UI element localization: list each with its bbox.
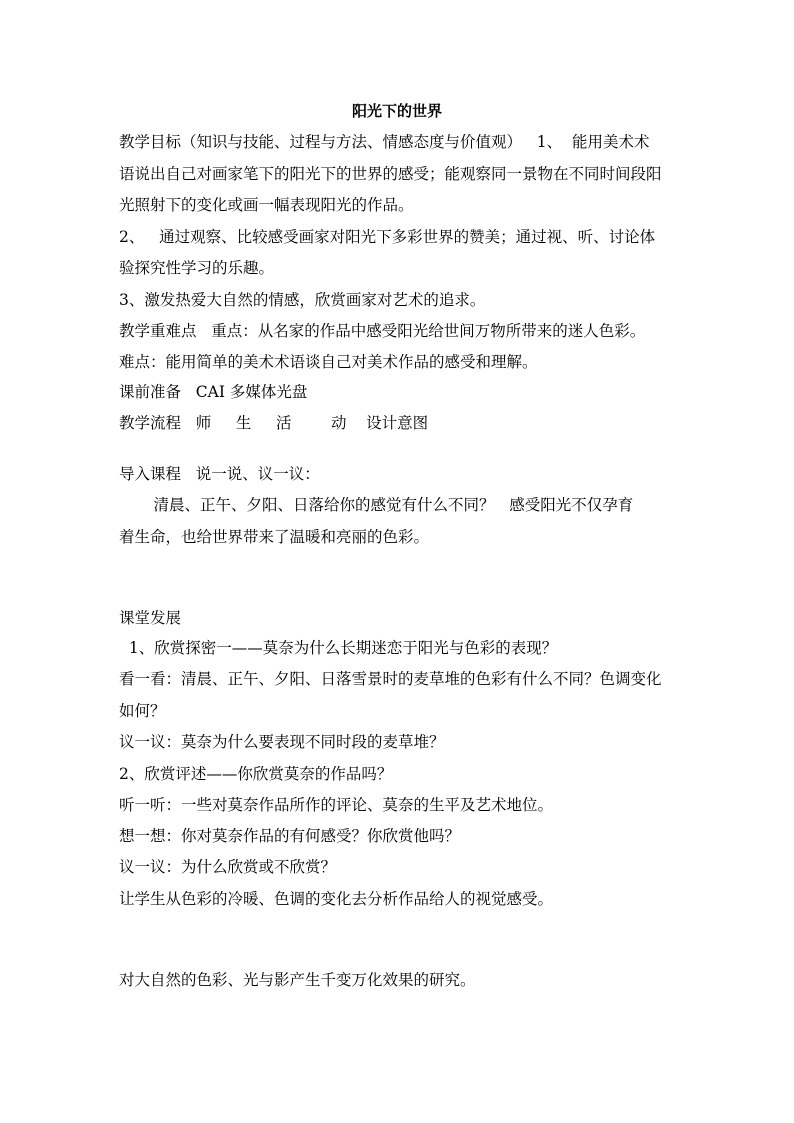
discuss-2: 议一议：为什么欣赏或不欣赏？	[119, 858, 337, 876]
preparation: 课前准备 CAI 多媒体光盘	[119, 383, 308, 401]
look-line-2: 如何？	[119, 702, 166, 720]
research: 对大自然的色彩、光与影产生千变万化效果的研究。	[119, 971, 476, 989]
intro-line-1: 清晨、正午、夕阳、日落给你的感觉有什么不同？ 感受阳光不仅孕育	[119, 496, 634, 514]
listen: 听一听：一些对莫奈作品所作的评论、莫奈的生平及艺术地位。	[119, 796, 554, 814]
look-line-1: 看一看：清晨、正午、夕阳、日落雪景时的麦草堆的色彩有什么不同？色调变化	[119, 670, 662, 688]
objectives-2-line-2: 验探究性学习的乐趣。	[119, 259, 275, 277]
objectives-line-3: 光照射下的变化或画一幅表现阳光的作品。	[119, 196, 414, 214]
objectives-2-line-1: 2、 通过观察、比较感受画家对阳光下多彩世界的赞美；通过视、听、讨论体	[119, 228, 656, 246]
difficulties: 难点：能用简单的美术术语谈自己对美术作品的感受和理解。	[119, 353, 538, 371]
development-header: 课堂发展	[119, 609, 182, 627]
objectives-line-1: 教学目标（知识与技能、过程与方法、情感态度与价值观） 1、 能用美术术	[119, 133, 650, 151]
intro-header: 导入课程 说一说、议一议：	[119, 465, 320, 483]
process-header: 教学流程 师 生 活 动 设计意图	[119, 414, 429, 432]
document-title: 阳光下的世界	[351, 102, 442, 120]
discuss-1: 议一议：莫奈为什么要表现不同时段的麦草堆？	[119, 733, 445, 751]
think: 想一想：你对莫奈作品的有何感受？你欣赏他吗？	[119, 827, 461, 845]
objectives-3: 3、激发热爱大自然的情感，欣赏画家对艺术的追求。	[119, 291, 486, 309]
intro-line-2: 着生命，也给世界带来了温暖和亮丽的色彩。	[119, 528, 430, 546]
objectives-line-2: 语说出自己对画家笔下的阳光下的世界的感受；能观察同一景物在不同时间段阳	[119, 165, 662, 183]
analysis: 让学生从色彩的冷暖、色调的变化去分析作品给人的视觉感受。	[119, 890, 554, 908]
key-points: 教学重难点 重点：从名家的作品中感受阳光给世间万物所带来的迷人色彩。	[119, 322, 646, 340]
development-item-2: 2、欣赏评述——你欣赏莫奈的作品吗？	[119, 765, 393, 783]
development-item-1: 1、欣赏探密一——莫奈为什么长期迷恋于阳光与色彩的表现？	[119, 639, 558, 657]
